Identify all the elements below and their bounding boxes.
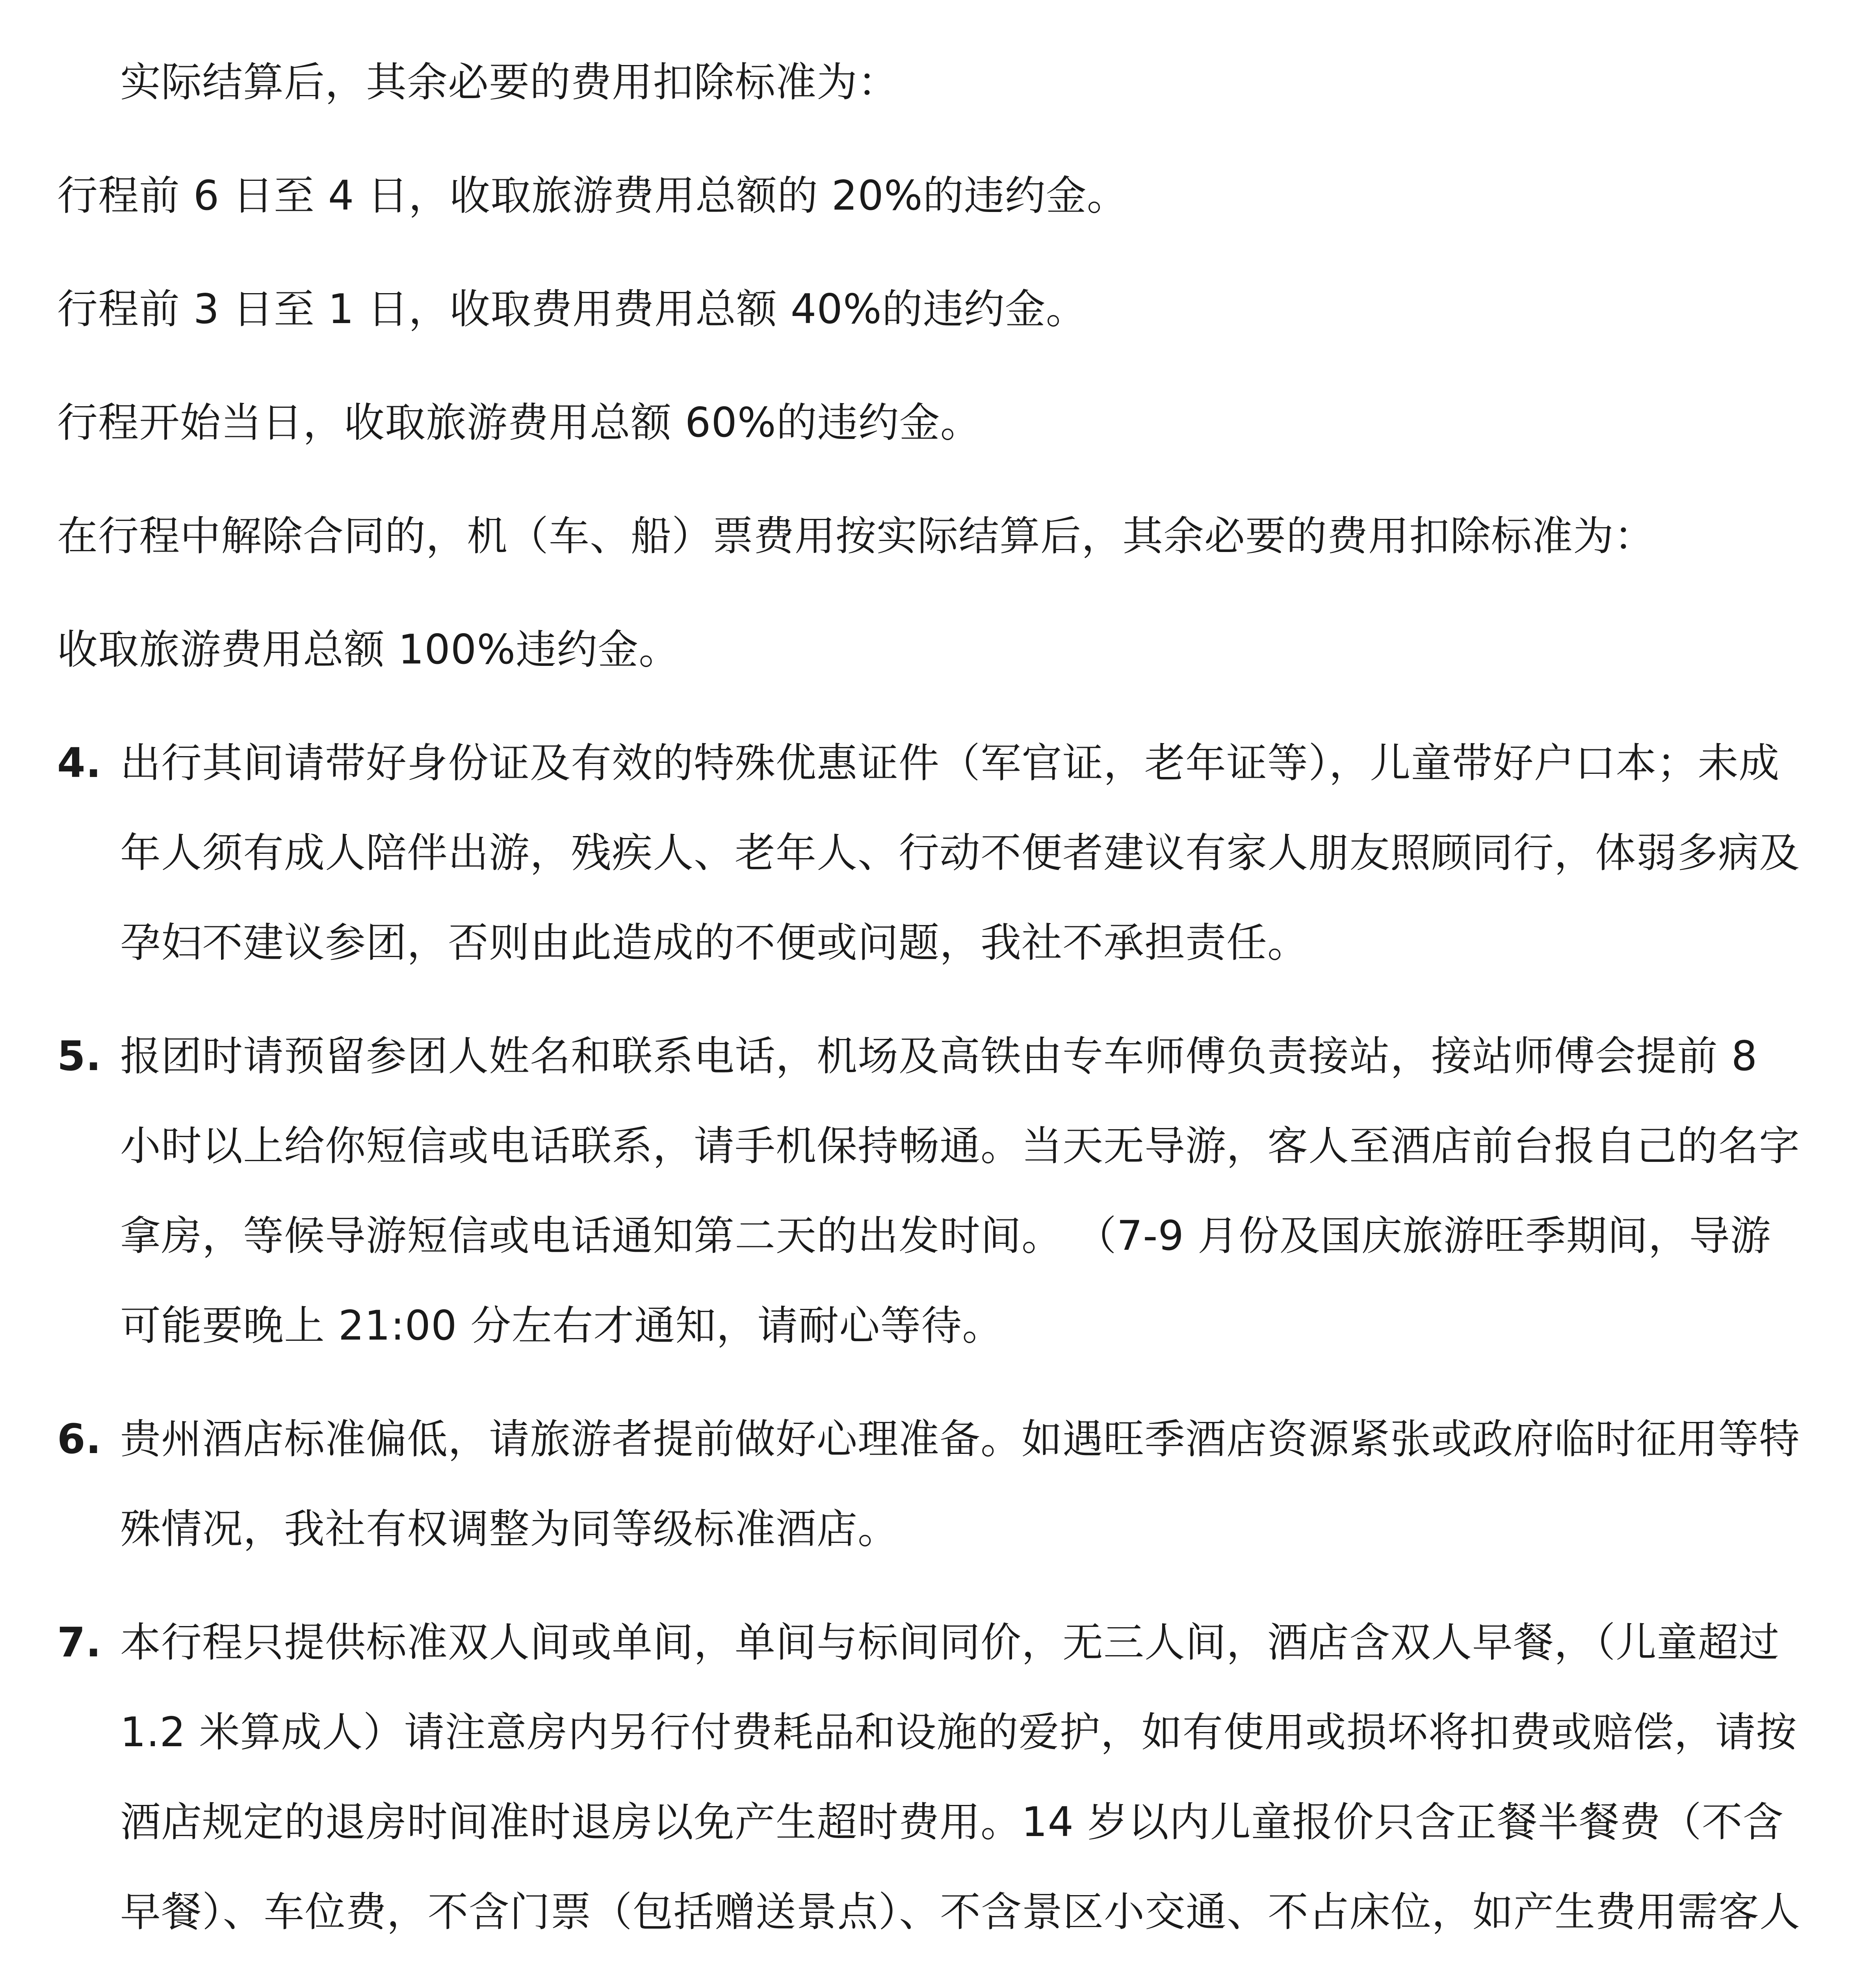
paragraph-penalty-6-4-days: 行程前 6 日至 4 日，收取旅游费用总额的 20%的违约金。 [57,172,1128,219]
paragraph-penalty-same-day: 行程开始当日，收取旅游费用总额 60%的违约金。 [57,399,981,446]
paragraph-penalty-full: 收取旅游费用总额 100%违约金。 [57,626,680,673]
list-item-number: 5. [57,1033,102,1080]
list-item-number: 6. [57,1416,102,1463]
paragraph-settlement-intro: 实际结算后，其余必要的费用扣除标准为： [120,59,899,106]
list-item-number: 7. [57,1619,102,1666]
list-item-text: 报团时请预留参团人姓名和联系电话，机场及高铁由专车师傅负责接站，接站师傅会提前 8 小时以上给你短信或电话联系，请手机保持畅通。当天无导游，客人至酒店前台报自己的名字拿房，等候导游短信或电话通知第二天的出发时间。 （7-9 月份及国庆旅游旺季期间，导游可能要晚上 21:00 分左右才通知，请耐心等待。 [120,1033,1800,1349]
list-item-4 [57,718,1809,988]
list-item-text: 出行其间请带好身份证及有效的特殊优惠证件（军官证，老年证等），儿童带好户口本；未成年人须有成人陪伴出游，残疾人、老年人、行动不便者建议有家人朋友照顾同行，体弱多病及孕妇不建议参团，否则由此造成的不便或问题，我社不承担责任。 [120,740,1800,966]
list-item-7 [57,1598,1809,1970]
list-item-5 [57,1011,1809,1371]
list-item-text: 本行程只提供标准双人间或单间，单间与标间同价，无三人间，酒店含双人早餐，（儿童超过 1.2 米算成人）请注意房内另行付费耗品和设施的爱护，如有使用或损坏将扣费或赔偿，请按酒店规定的退房时间准时退房以免产生超时费用。14 岁以内儿童报价只含正餐半餐费（不含早餐）、车位费，不含门票（包括赠送景点）、不含景区小交通、不占床位，如产生费用需客人 [120,1619,1800,1936]
paragraph-penalty-3-1-days: 行程前 3 日至 1 日，收取费用费用总额 40%的违约金。 [57,286,1087,333]
paragraph-mid-trip-termination: 在行程中解除合同的，机（车、船）票费用按实际结算后，其余必要的费用扣除标准为： [57,513,1655,560]
list-item-number: 4. [57,740,102,787]
list-item-6 [57,1394,1809,1574]
list-item-text: 贵州酒店标准偏低，请旅游者提前做好心理准备。如遇旺季酒店资源紧张或政府临时征用等特殊情况，我社有权调整为同等级标准酒店。 [120,1416,1800,1553]
